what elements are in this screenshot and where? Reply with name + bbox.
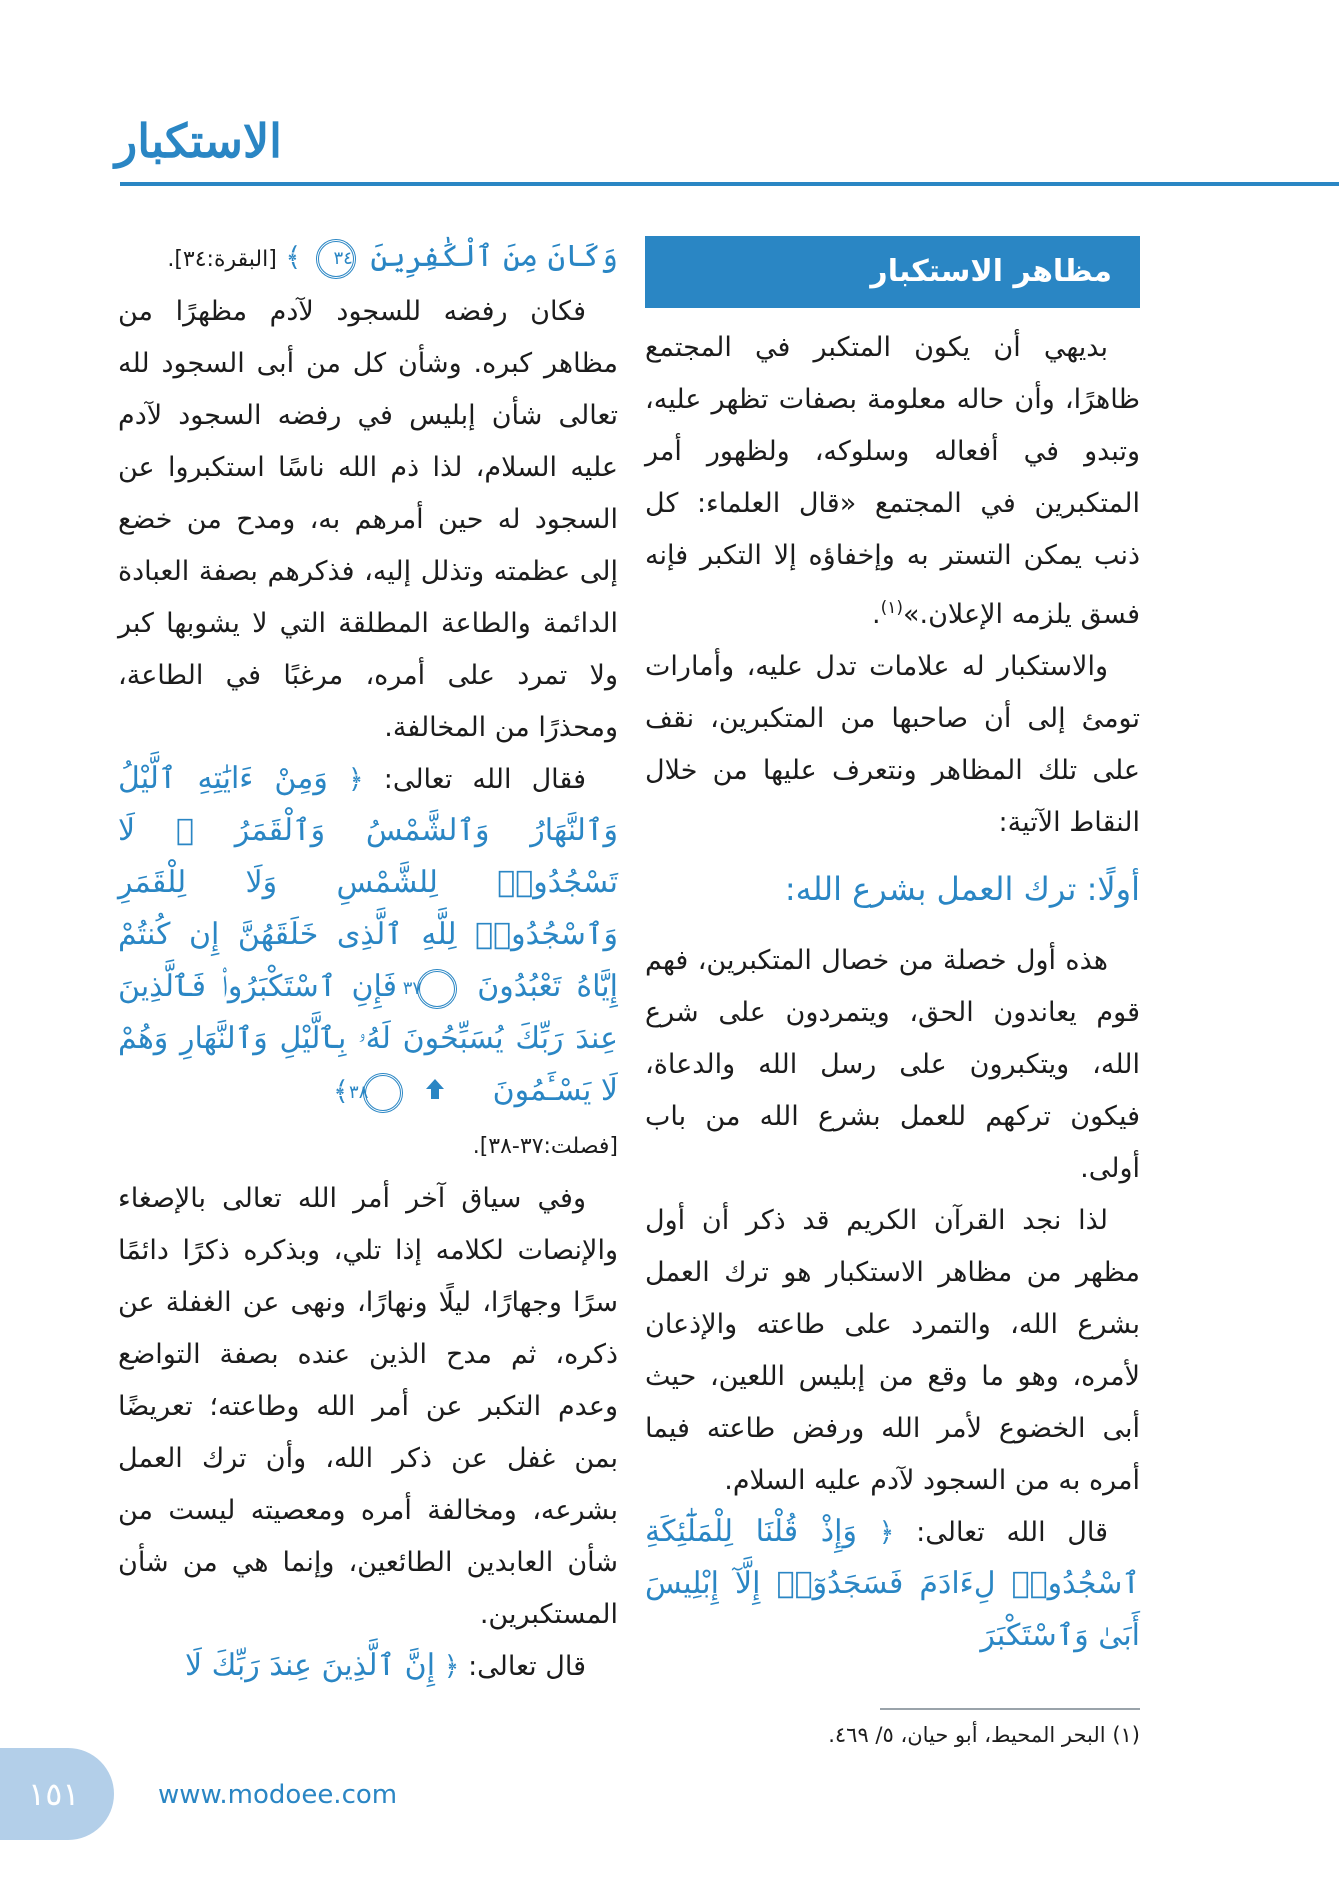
paragraph-quran-mention: لذا نجد القرآن الكريم قد ذكر أن أول مظهر من مظاهر الاستكبار هو ترك العمل بشرع الله، والتمرد على طاعته والإذعان لأمره، وهو ما وقع من إبليس اللعين، حيث أبى الخضوع لأمر الله ورفض طاعته فيما أمره به من السجود لآدم عليه السلام. (645, 1205, 1140, 1496)
right-column (645, 232, 1140, 1663)
paragraph-intro (645, 322, 1140, 641)
quran-close-bracket: ﴾ (285, 242, 302, 273)
quote-lead: قال تعالى: (468, 1650, 586, 1682)
aya-number-marker: ٣٤ (316, 239, 356, 279)
paragraph-first-trait: هذه أول خصلة من خصال المتكبرين، فهم قوم يعاندون الحق، ويتمردون على شرع الله، ويتكبرون على رسل الله والدعاة، فيكون تركهم للعمل بشرع الله من باب أولى. (645, 945, 1140, 1184)
header-rule (120, 182, 1339, 186)
quran-verse-fussilat-38: فَإِنِ ٱسْتَكْبَرُوا۟ فَٱلَّذِينَ عِندَ رَبِّكَ يُسَبِّحُونَ لَهُۥ بِٱلَّيْلِ وَٱلنَّهَارِ وَهُمْ لَا يَسْـَٔمُونَ (118, 969, 618, 1108)
paragraph-intro-text: بديهي أن يكون المتكبر في المجتمع ظاهرًا، وأن حاله معلومة بصفات تظهر عليه، وتبدو في أفعاله وسلوكه، ولظهور أمر المتكبرين في المجتمع «قال العلماء: كل ذنب يمكن التستر به وإخفاؤه إلا التكبر فإنه فسق يلزمه الإعلان.» (645, 332, 1140, 630)
aya-number-marker: ٣٨ (363, 1073, 403, 1113)
quote-lead: فقال الله تعالى: (383, 764, 586, 795)
paragraph-fussilat (118, 754, 618, 1173)
footnote-marker: (١) (1112, 1723, 1140, 1747)
verse-continuation-line (118, 232, 618, 286)
quran-open-bracket: ﴿ (443, 1650, 460, 1682)
paragraph-another-context: وفي سياق آخر أمر الله تعالى بالإصغاء والإنصات لكلامه إذا تلي، وبذكره ذكرًا دائمًا سرًا وجهارًا، ليلًا ونهارًا، ونهى عن الغفلة عن ذكره، ثم مدح الذين عنده بصفة التواضع وعدم التكبر عن أمر الله وطاعته؛ تعريضًا بمن غفل عن ذكر الله، وأن ترك العمل بشرعه، ومخالفة أمره ومعصيته ليست من شأن العابدين الطائعين، وإنما هي من شأن المستكبرين. (118, 1182, 618, 1630)
paragraph-quote-baqara (645, 1507, 1140, 1663)
paragraph-signs: والاستكبار له علامات تدل عليه، وأمارات تومئ إلى أن صاحبها من المتكبرين، نقف على تلك المظاهر ونتعرف عليها من خلال النقاط الآتية: (645, 651, 1140, 838)
aya-number-marker: ٣٧ (417, 969, 457, 1009)
quran-verse-continuation: وَكَانَ مِنَ ٱلْكَٰفِرِينَ (370, 239, 618, 274)
quran-verse-fussilat-37: وَمِنْ ءَايَٰتِهِ ٱلَّيْلُ وَٱلنَّهَارُ وَٱلشَّمْسُ وَٱلْقَمَرُ ۚ لَا تَسْجُدُوا۟ لِلشَّمْسِ وَلَا لِلْقَمَرِ وَٱسْجُدُوا۟ لِلَّهِ ٱلَّذِى خَلَقَهُنَّ إِن كُنتُمْ إِيَّاهُ تَعْبُدُونَ (118, 761, 618, 1004)
running-title: الاستكبار (115, 114, 282, 168)
quran-open-bracket: ﴿ (347, 764, 364, 795)
section-heading: مظاهر الاستكبار (645, 236, 1140, 308)
footnote-text: البحر المحيط، أبو حيان، ٥/ ٤٦٩. (828, 1723, 1106, 1747)
paragraph-rejection: فكان رفضه للسجود لآدم مظهرًا من مظاهر كبره. وشأن كل من أبى السجود لله تعالى شأن إبليس في رفضه السجود لآدم عليه السلام، لذا ذم الله ناسًا استكبروا عن السجود له حين أمرهم به، ومدح من خضع إلى عظمته وتذلل إليه، فذكرهم بصفة العبادة الدائمة والطاعة المطلقة التي لا يشوبها كبر ولا تمرد على أمره، مرغبًا في الطاعة، ومحذرًا من المخالفة. (118, 296, 618, 743)
quran-verse-baqara: وَإِذْ قُلْنَا لِلْمَلَٰٓئِكَةِ ٱسْجُدُوا۟ لِءَادَمَ فَسَجَدُوٓا۟ إِلَّآ إِبْلِيسَ أَبَىٰ وَٱسْتَكْبَرَ (645, 1514, 1140, 1653)
quran-open-bracket: ﴿ (878, 1517, 895, 1548)
sajda-icon (424, 1067, 478, 1119)
verse-reference: [فصلت:٣٧-٣٨]. (472, 1133, 618, 1159)
quran-verse-final: إِنَّ ٱلَّذِينَ عِندَ رَبِّكَ لَا (184, 1647, 436, 1683)
page-number: ١٥١ (28, 1775, 80, 1813)
quran-close-bracket: ﴾ (332, 1076, 349, 1107)
footnote-rule (880, 1708, 1140, 1710)
paragraph-quote-final (118, 1641, 618, 1693)
site-url-link[interactable]: www.modoee.com (158, 1780, 398, 1810)
left-column (118, 232, 618, 1693)
verse-reference: [البقرة:٣٤]. (167, 247, 277, 272)
point-heading-first: أولًا: ترك العمل بشرع الله: (784, 870, 1140, 908)
footnote (645, 1718, 1140, 1752)
quote-lead: قال الله تعالى: (916, 1517, 1109, 1548)
paragraph-intro-end: . (871, 599, 881, 630)
footnote-reference[interactable]: (١) (880, 598, 903, 618)
